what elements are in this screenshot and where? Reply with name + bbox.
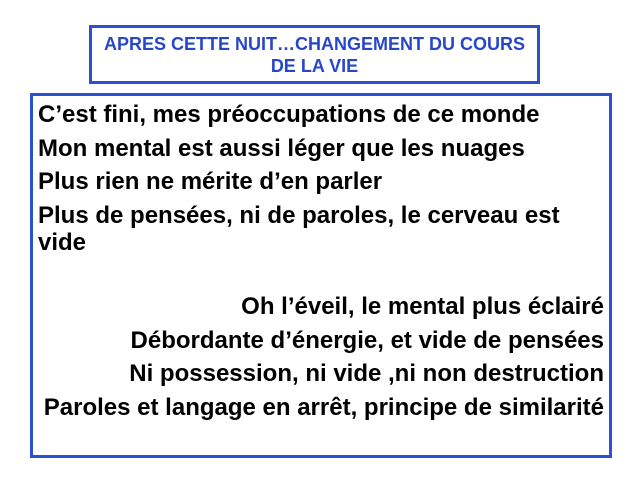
- body-right-aligned-block: [38, 293, 604, 421]
- body-paragraph: Paroles et langage en arrêt, principe de similarité: [43, 393, 604, 421]
- block-spacer: [38, 263, 604, 293]
- slide-title-line-2: DE LA VIE: [270, 56, 359, 76]
- slide-title-line-1: APRES CETTE NUIT…CHANGEMENT DU COURS: [103, 34, 525, 54]
- body-paragraph: Débordante d’énergie, et vide de pensées: [130, 326, 604, 354]
- body-paragraph: Ni possession, ni vide ,ni non destruction: [129, 360, 604, 388]
- body-paragraph: Oh l’éveil, le mental plus éclairé: [241, 292, 604, 320]
- slide-title-box: [89, 25, 540, 84]
- body-paragraph: Plus de pensées, ni de paroles, le cerveau est vide: [38, 201, 560, 257]
- body-paragraph: Plus rien ne mérite d’en parler: [38, 168, 383, 196]
- body-paragraph: Mon mental est aussi léger que les nuages: [38, 134, 525, 162]
- body-paragraph: C’est fini, mes préoccupations de ce monde: [38, 101, 540, 128]
- slide-body-box: [30, 93, 612, 458]
- body-left-aligned-block: [38, 101, 604, 257]
